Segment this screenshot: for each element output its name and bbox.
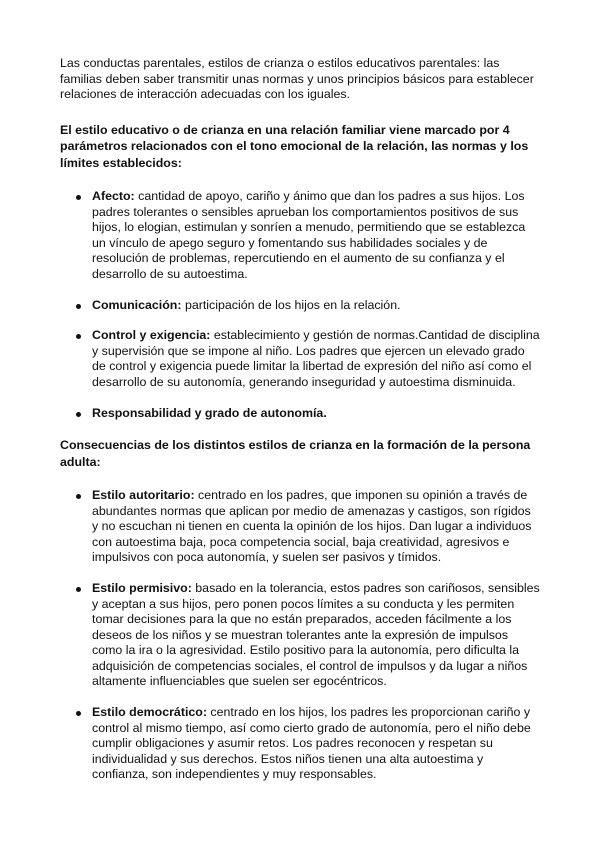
item-term: Afecto:: [92, 189, 135, 203]
item-text: basado en la tolerancia, estos padres son cariñosos, sensibles y aceptan a sus hijos, pero ponen pocos límites a su conducta y les permiten tomar decisiones para la que no están preparados, acceden fácilmente a los deseos de los niños y se muestran tolerantes ante la expresión de impulsos como la ira o la agresividad. Estilo positivo para la autonomía, pero dificulta la adquisición de competencias sociales, el control de impulsos y da lugar a niños altamente influenciables que suelen ser egocéntricos.: [92, 580, 540, 689]
styles-list: [60, 488, 540, 783]
item-term: Comunicación:: [92, 297, 182, 312]
bullet-icon: [76, 195, 81, 200]
item-term: Responsabilidad y grado de autonomía.: [92, 405, 327, 420]
item-text: centrado en los hijos, los padres les proporcionan cariño y control al mismo tiempo, así como cierto grado de autonomía, pero el niño debe cumplir obligaciones y asumir retos. Los padres reconocen y respetan su individualidad y sus derechos. Estos niños tienen una alta autoestima y confianza, son independientes y muy responsables.: [92, 705, 531, 782]
bullet-icon: [76, 711, 81, 716]
item-text: establecimiento y gestión de normas.Cantidad de disciplina y supervisión que se impone al niño. Los padres que ejercen un elevado grado de control y exigencia puede limitar la libertad de expresión del niño así como el desarrollo de su autonomía, generando inseguridad y autoestima disminuida.: [92, 328, 540, 389]
item-text: participación de los hijos en la relación.: [181, 297, 401, 312]
parameters-list: [60, 189, 540, 421]
item-term: Estilo democrático:: [92, 705, 207, 720]
list-item-democratico: [60, 705, 540, 783]
item-term: Estilo autoritario:: [92, 487, 195, 502]
list-item-permisivo: [60, 581, 540, 690]
list-item-afecto: [60, 189, 540, 283]
list-item-autoritario: [60, 488, 540, 566]
bullet-icon: [76, 587, 81, 592]
bullet-icon: [76, 494, 81, 499]
list-item-responsabilidad: [60, 406, 540, 422]
list-item-comunicacion: [60, 298, 540, 314]
intro-paragraph: Las conductas parentales, estilos de crianza o estilos educativos parentales: las familias deben saber transmitir unas normas y unos principios básicos para establecer relaciones de interacción adecuadas con los iguales.: [60, 56, 534, 102]
list-item-control: [60, 328, 540, 390]
item-text: centrado en los padres, que imponen su opinión a través de abundantes normas que aplican por medio de amenazas y castigos, son rígidos y no escuchan ni tienen en cuenta la opinión de los hijos. Dan lugar a individuos con autoestima baja, poca competencia social, baja creatividad, agresivos e impulsivos con poca autonomía, y suelen ser pasivos y tímidos.: [92, 487, 532, 565]
item-text: cantidad de apoyo, cariño y ánimo que dan los padres a sus hijos. Los padres tolerantes o sensibles aprueban los comportamientos positivos de sus hijos, lo elogian, estimulan y sonríen a menudo, permitiendo que se establezca un vínculo de apego seguro y fomentando sus habilidades sociales y de resolución de problemas, repercutiendo en el aumento de su confianza y el desarrollo de su autoestima.: [92, 189, 526, 281]
section1-heading: El estilo educativo o de crianza en una relación familiar viene marcado por 4 parámetros relacionados con el tono emocional de la relación, las normas y los límites establecidos:: [60, 122, 529, 170]
bullet-icon: [76, 334, 81, 339]
item-term: Control y exigencia:: [92, 328, 211, 343]
bullet-icon: [76, 304, 81, 309]
item-term: Estilo permisivo:: [92, 580, 192, 595]
bullet-icon: [76, 412, 81, 417]
section2-heading: Consecuencias de los distintos estilos de crianza en la formación de la persona adulta:: [60, 438, 531, 469]
